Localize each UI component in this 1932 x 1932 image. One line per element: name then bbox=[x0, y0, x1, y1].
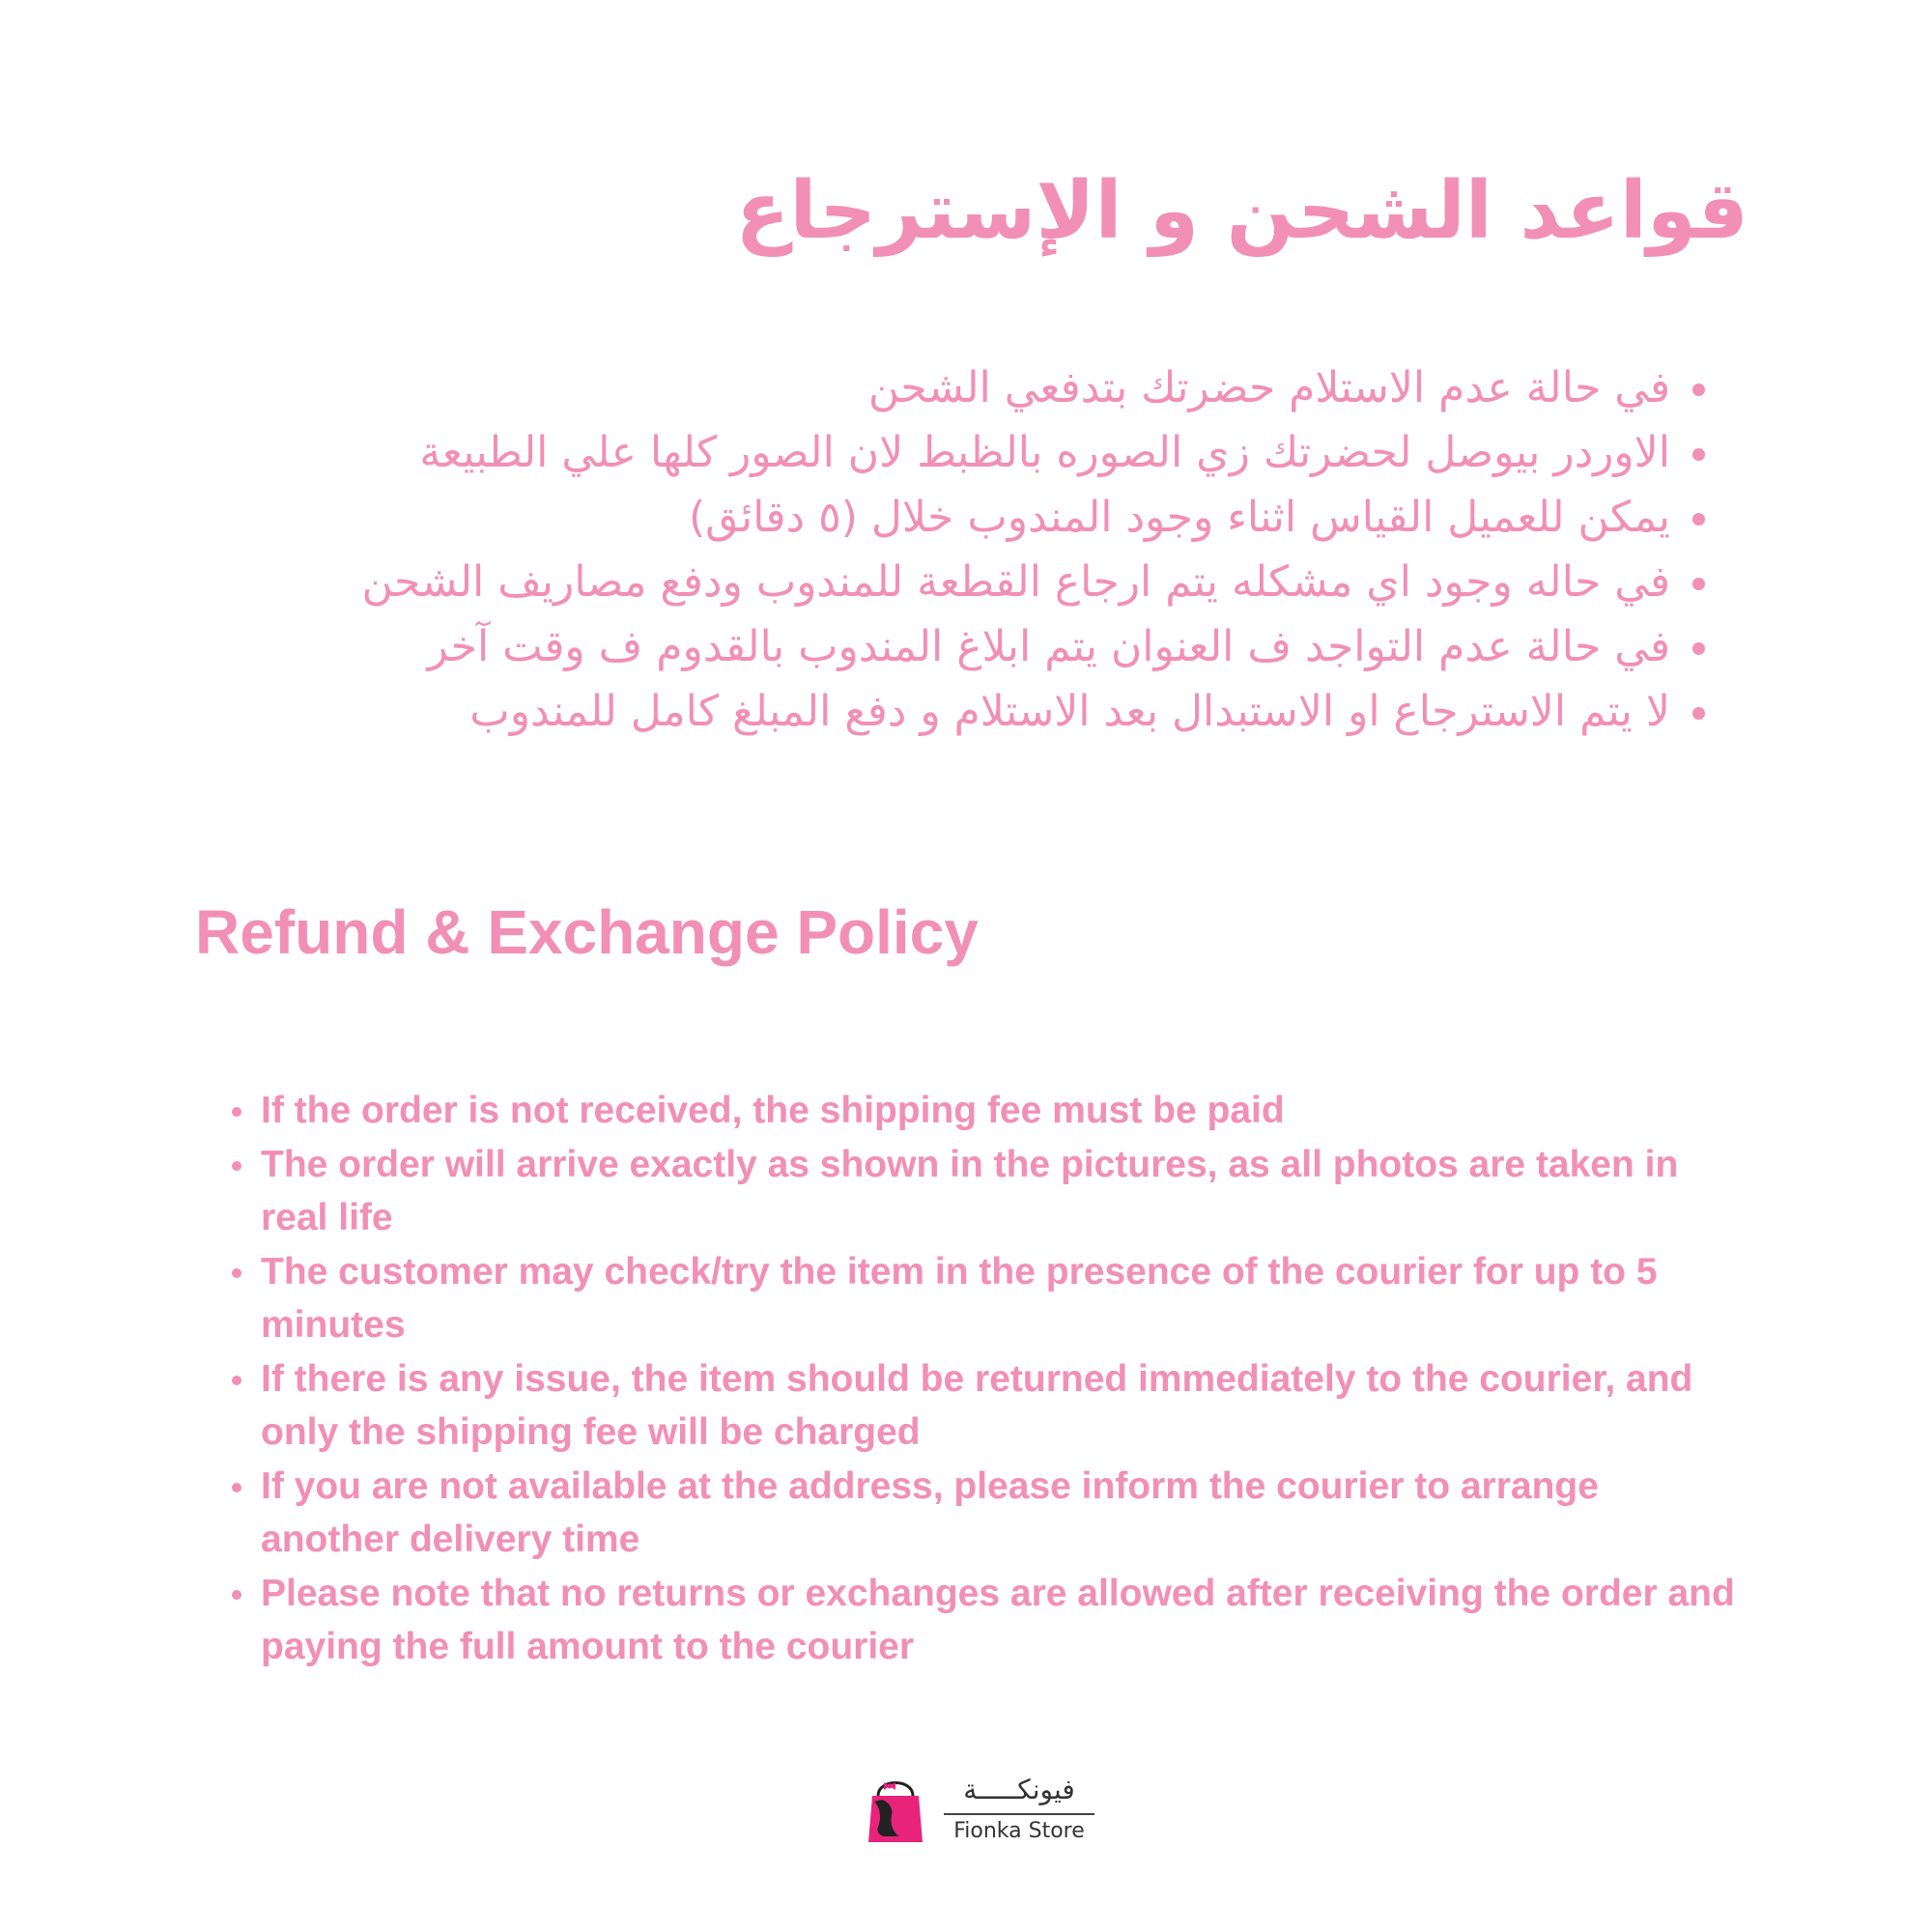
arabic-policy-item bbox=[256, 679, 1705, 744]
arabic-policy-list bbox=[256, 355, 1705, 744]
english-policy-list bbox=[228, 1084, 1735, 1674]
english-policy-item bbox=[228, 1460, 1735, 1567]
arabic-policy-item-text: الاوردر بيوصل لحضرتك زي الصوره بالظبط لان الصور كلها علي الطبيعة bbox=[419, 428, 1670, 477]
bullet-icon bbox=[232, 1268, 242, 1278]
bullet-icon bbox=[1692, 707, 1705, 720]
bullet-icon bbox=[232, 1161, 242, 1171]
english-policy-item-text: If there is any issue, the item should be returned immediately to the courier, and only the shipping fee will be charged bbox=[261, 1357, 1693, 1453]
arabic-policy-item-text: في حالة عدم الاستلام حضرتك بتدفعي الشحن bbox=[867, 363, 1670, 412]
arabic-policy-item bbox=[256, 550, 1705, 614]
arabic-policy-item bbox=[256, 355, 1705, 420]
english-policy-item-text: The customer may check/try the item in the presence of the courier for up to 5 minutes bbox=[261, 1250, 1658, 1346]
english-policy-title: Refund & Exchange Policy bbox=[195, 897, 979, 967]
arabic-policy-item bbox=[256, 485, 1705, 550]
bullet-icon bbox=[232, 1376, 242, 1385]
bullet-icon bbox=[232, 1483, 242, 1492]
logo-english-name: Fionka Store bbox=[953, 1819, 1085, 1843]
english-policy-item bbox=[228, 1567, 1735, 1674]
shopping-bag-logo-icon bbox=[865, 1773, 932, 1850]
logo-arabic-name: فيونكـــــة bbox=[963, 1774, 1075, 1805]
english-policy-item-text: If you are not available at the address, please inform the courier to arrange another delivery time bbox=[261, 1464, 1599, 1560]
bullet-icon bbox=[1692, 384, 1705, 396]
arabic-policy-item bbox=[256, 420, 1705, 485]
arabic-policy-item-text: لا يتم الاسترجاع او الاستبدال بعد الاستلام و دفع المبلغ كامل للمندوب bbox=[469, 687, 1670, 736]
bullet-icon bbox=[1692, 642, 1705, 655]
english-policy-item bbox=[228, 1245, 1735, 1352]
logo-divider bbox=[944, 1813, 1094, 1815]
arabic-policy-title: قواعد الشحن و الإسترجاع bbox=[735, 165, 1748, 257]
english-policy-item bbox=[228, 1084, 1735, 1138]
brand-logo bbox=[865, 1773, 1096, 1850]
arabic-policy-item-text: يمكن للعميل القياس اثناء وجود المندوب خلال (٥ دقائق) bbox=[689, 493, 1670, 542]
bullet-icon bbox=[1692, 578, 1705, 590]
english-policy-item bbox=[228, 1138, 1735, 1245]
bullet-icon bbox=[1692, 513, 1705, 526]
arabic-policy-item bbox=[256, 614, 1705, 679]
bullet-icon bbox=[232, 1107, 242, 1117]
english-policy-item-text: If the order is not received, the shipping fee must be paid bbox=[261, 1090, 1285, 1131]
bullet-icon bbox=[1692, 448, 1705, 461]
arabic-policy-item-text: في حالة عدم التواجد ف العنوان يتم ابلاغ المندوب بالقدوم ف وقت آخر bbox=[427, 622, 1670, 671]
english-policy-item-text: Please note that no returns or exchanges are allowed after receiving the order and paying the full amount to the courier bbox=[261, 1572, 1735, 1667]
english-policy-item bbox=[228, 1352, 1735, 1460]
bullet-icon bbox=[232, 1590, 242, 1600]
arabic-policy-item-text: في حاله وجود اي مشكله يتم ارجاع القطعة للمندوب ودفع مصاريف الشحن bbox=[361, 557, 1670, 607]
english-policy-item-text: The order will arrive exactly as shown in the pictures, as all photos are taken in real life bbox=[261, 1143, 1679, 1238]
